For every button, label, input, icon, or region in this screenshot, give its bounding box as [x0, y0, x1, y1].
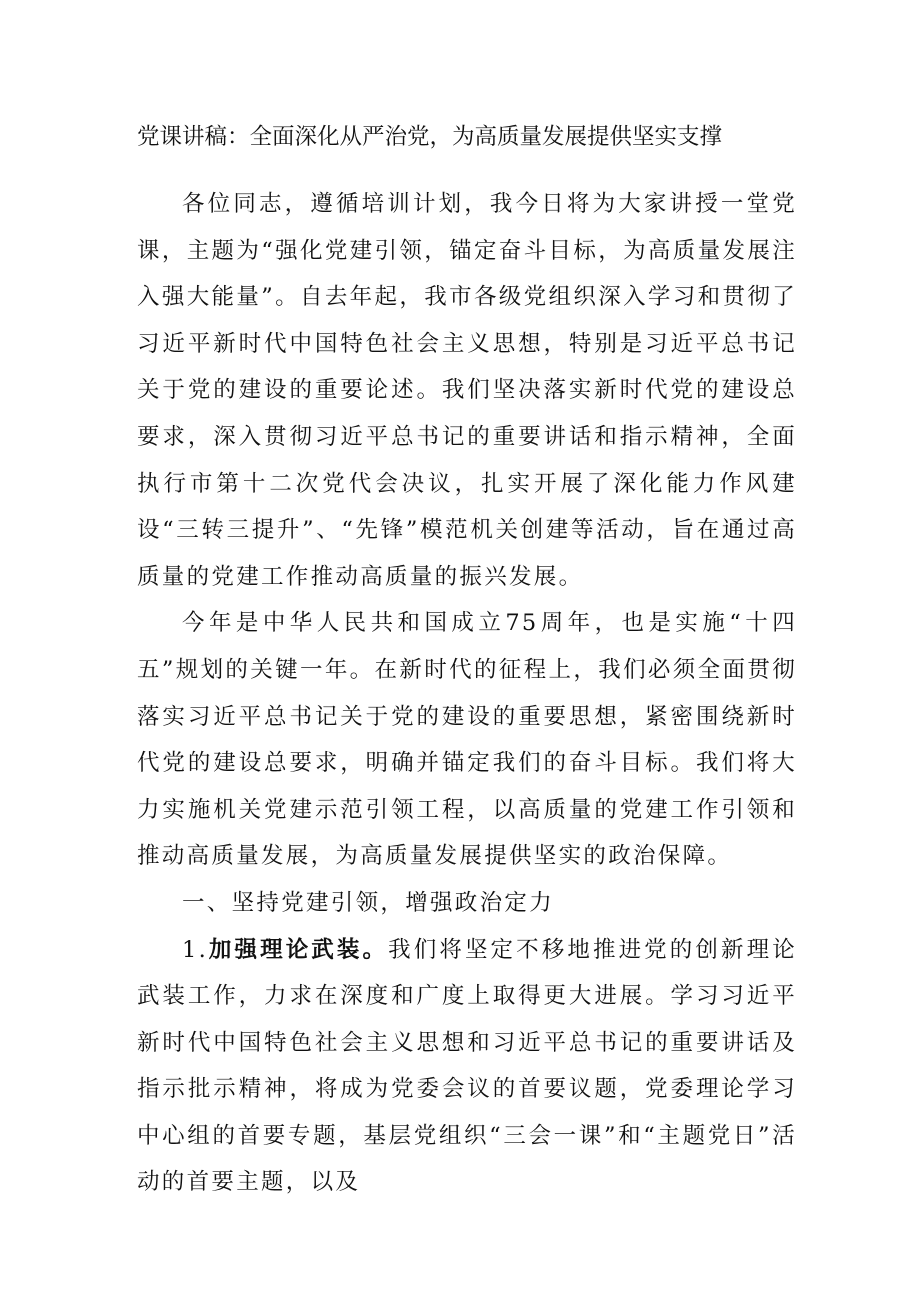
document-title: 党课讲稿：全面深化从严治党，为高质量发展提供坚实支撑	[137, 124, 723, 150]
section-heading-1: 一、坚持党建引领，增强政治定力	[182, 889, 555, 916]
paragraph-anniversary: 今年是中华人民共和国成立75周年，也是实施“十四五”规划的关键一年。在新时代的征程上，我们必须全面贯彻落实习近平总书记关于党的建设的重要思想，紧密围绕新时代党的建设总要求，明确并锚定我们的奋斗目标。我们将大力实施机关党建示范引领工程，以高质量的党建工作引领和推动高质量发展，为高质量发展提供坚实的政治保障。	[137, 610, 797, 870]
paragraph-item-1	[137, 927, 797, 1207]
item-1-number: 1.	[182, 936, 209, 963]
item-1-heading: 加强理论武装。	[208, 936, 389, 963]
document-body	[137, 181, 797, 1206]
paragraph-intro: 各位同志，遵循培训计划，我今日将为大家讲授一堂党课，主题为“强化党建引领，锚定奋斗目标，为高质量发展注入强大能量”。自去年起，我市各级党组织深入学习和贯彻了习近平新时代中国特色社会主义思想，特别是习近平总书记关于党的建设的重要论述。我们坚决落实新时代党的建设总要求，深入贯彻习近平总书记的重要讲话和指示精神，全面执行市第十二次党代会决议，扎实开展了深化能力作风建设“三转三提升”、“先锋”模范机关创建等活动，旨在通过高质量的党建工作推动高质量的振兴发展。	[137, 191, 797, 590]
item-1-text: 我们将坚定不移地推进党的创新理论武装工作，力求在深度和广度上取得更大进展。学习习近平新时代中国特色社会主义思想和习近平总书记的重要讲话及指示批示精神，将成为党委会议的首要议题，党委理论学习中心组的首要专题，基层党组织“三会一课”和“主题党日”活动的首要主题，以及	[137, 936, 797, 1196]
